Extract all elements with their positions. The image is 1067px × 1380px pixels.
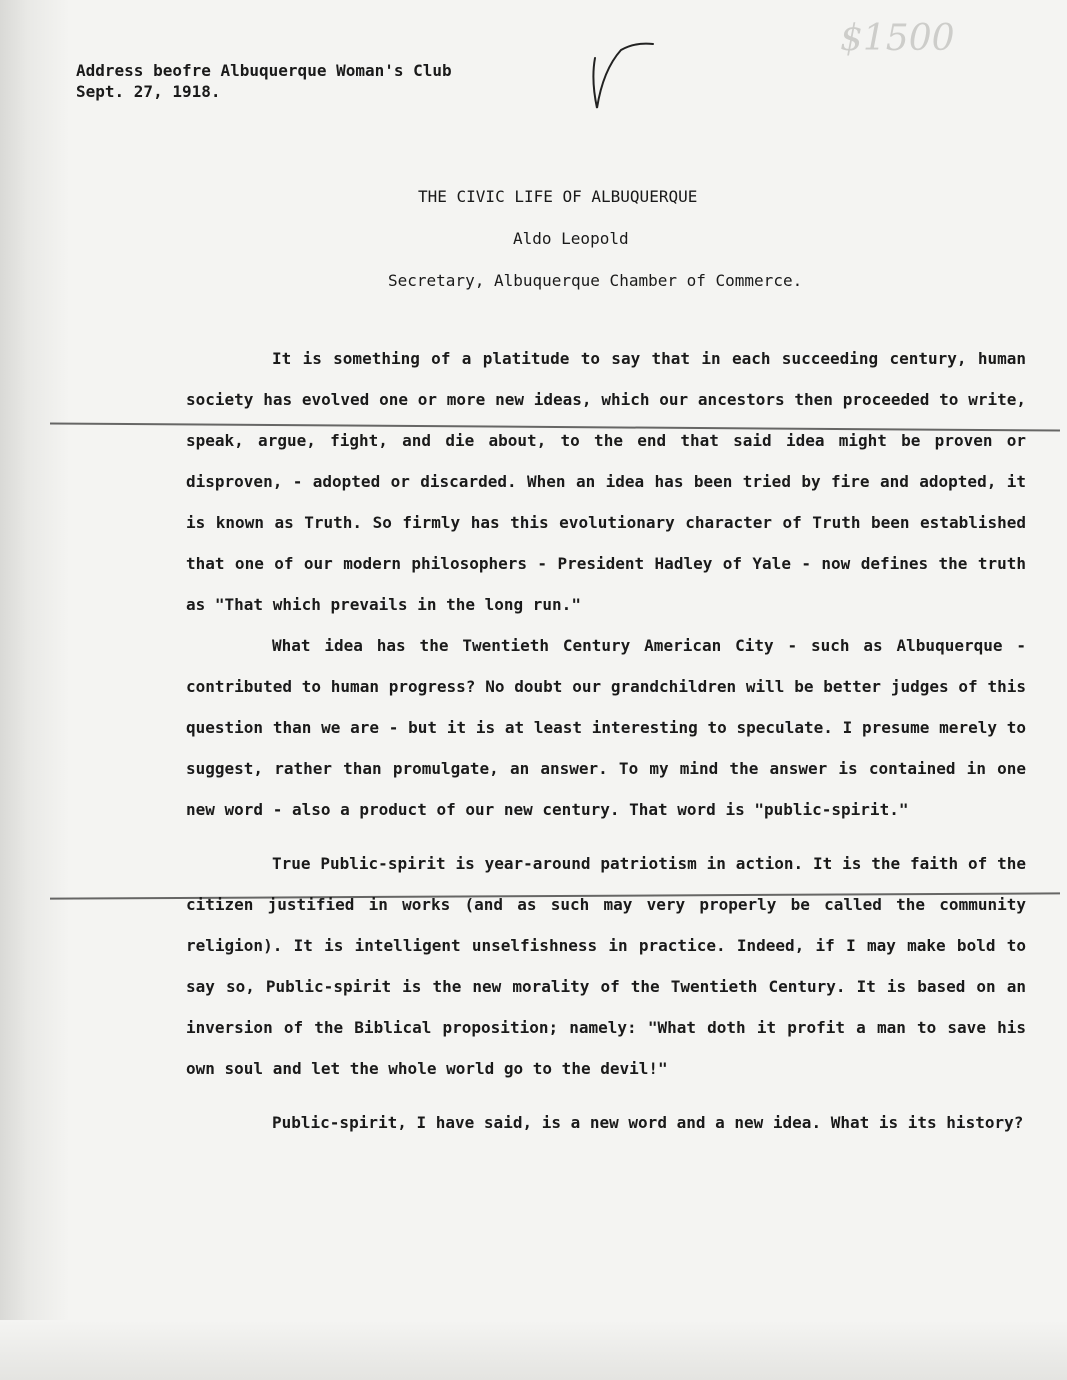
check-mark-icon xyxy=(585,40,665,115)
document-title: THE CIVIC LIFE OF ALBUQUERQUE xyxy=(418,187,698,206)
document-body xyxy=(186,338,1026,1143)
paragraph: What idea has the Twentieth Century American City - such as Albuquerque - contributed to human progress? No doubt our grandchildren will be better judges of this question than we are - but it is at least interesting to speculate. I presume merely to suggest, rather than promulgate, an answer. To my mind the answer is contained in one new word - also a product of our new century. That word is "public-spirit." xyxy=(186,636,1026,819)
paragraph: It is something of a platitude to say that in each succeeding century, human society has evolved one or more new ideas, which our ancestors then proceeded to write, speak, argue, fight, and die about, to the end that said idea might be proven or disproven, - adopted or discarded. When an idea has been tried by fire and adopted, it is known as Truth. So firmly has this evolutionary character of Truth been established that one of our modern philosophers - President Hadley of Yale - now defines the truth as "That which prevails in the long run." xyxy=(186,349,1026,614)
document-header xyxy=(76,60,452,102)
paragraph: True Public-spirit is year-around patriotism in action. It is the faith of the citizen justified in works (and as such may very properly be called the community religion). It is intelligent unselfishness in practice. Indeed, if I may make bold to say so, Public-spirit is the new morality of the Twentieth Century. It is based on an inversion of the Biblical proposition; namely: "What doth it profit a man to save his own soul and let the whole world go to the devil!" xyxy=(186,854,1026,1078)
scan-edge-shadow xyxy=(0,0,70,1380)
pencil-annotation: $1500 xyxy=(840,18,955,59)
header-date-line: Sept. 27, 1918. xyxy=(76,82,221,101)
scan-bottom-shadow xyxy=(0,1320,1067,1380)
author-name: Aldo Leopold xyxy=(513,229,629,248)
header-address-line: Address beofre Albuquerque Woman's Club xyxy=(76,61,452,80)
author-position: Secretary, Albuquerque Chamber of Commerce. xyxy=(388,271,803,290)
paragraph: Public-spirit, I have said, is a new word and a new idea. What is its history? xyxy=(272,1113,1024,1132)
